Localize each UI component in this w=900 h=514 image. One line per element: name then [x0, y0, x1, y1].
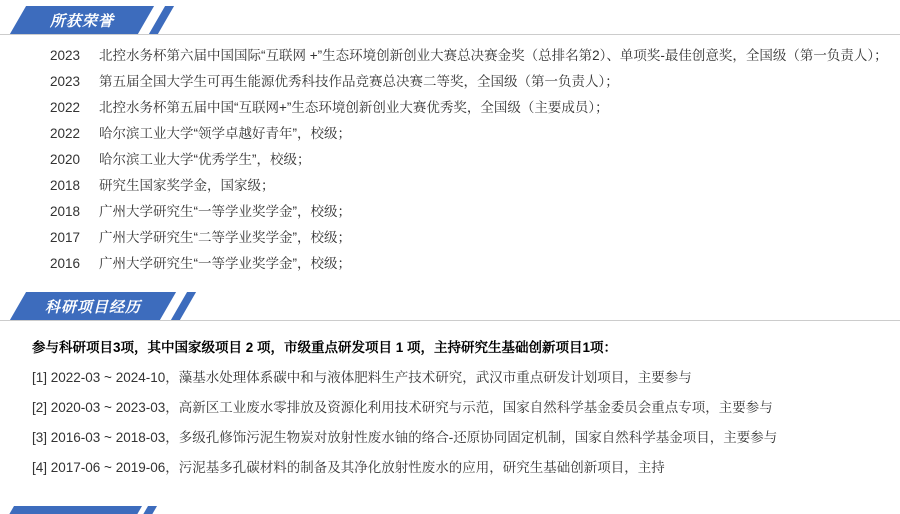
honor-item [8, 95, 894, 121]
honor-item [8, 225, 894, 251]
honor-text: 哈尔滨工业大学“领学卓越好青年”，校级； [99, 126, 352, 141]
honor-item [8, 251, 894, 277]
honor-year: 2020 [50, 152, 81, 167]
honor-text: 广州大学研究生“二等学业奖学金”，校级； [99, 230, 352, 245]
honors-section-title: 所获荣誉 [49, 12, 114, 30]
project-item: [4] 2017-06 ~ 2019-06，污泥基多孔碳材料的制备及其净化放射性废水的应用，研究生基础创新项目，主持 [32, 460, 665, 475]
next-section-header-partial [0, 506, 900, 514]
projects-section-title: 科研项目经历 [44, 298, 141, 316]
honor-text: 第五届全国大学生可再生能源优秀科技作品竞赛总决赛二等奖，全国级（第一负责人）； [99, 74, 619, 89]
honor-year: 2017 [50, 230, 81, 245]
projects-header-banner-stripe [171, 292, 196, 320]
honor-text: 广州大学研究生“一等学业奖学金”，校级； [99, 256, 352, 271]
honor-year: 2022 [50, 100, 81, 115]
honor-item [8, 69, 894, 95]
project-item: [3] 2016-03 ~ 2018-03，多级孔修饰污泥生物炭对放射性废水铀的络合-还原协同固定机制，国家自然科学基金项目，主要参与 [32, 430, 778, 445]
honor-item [8, 121, 894, 147]
honor-year: 2016 [50, 256, 81, 271]
honor-item [8, 147, 894, 173]
honor-text: 广州大学研究生“一等学业奖学金”，校级； [99, 204, 352, 219]
honors-list [0, 35, 900, 277]
honor-item [8, 199, 894, 225]
honor-item [8, 173, 894, 199]
honors-header-banner-stripe [149, 6, 174, 34]
honor-year: 2023 [50, 74, 81, 89]
honor-item [8, 43, 894, 69]
honor-text: 哈尔滨工业大学“优秀学生”，校级； [99, 152, 311, 167]
projects-list [0, 321, 900, 483]
honors-section-header [0, 6, 900, 35]
honor-year: 2023 [50, 48, 81, 63]
honor-year: 2018 [50, 204, 81, 219]
honor-text: 北控水务杯第六届中国国际“互联网 +”生态环境创新创业大赛总决赛金奖（总排名第2）、单项奖-最佳创意奖，全国级（第一负责人）； [99, 48, 888, 63]
honor-year: 2022 [50, 126, 81, 141]
project-item: [2] 2020-03 ~ 2023-03，高新区工业废水零排放及资源化利用技术研究与示范，国家自然科学基金委员会重点专项，主要参与 [32, 400, 773, 415]
honor-year: 2018 [50, 178, 81, 193]
honor-text: 北控水务杯第五届中国“互联网+”生态环境创新创业大赛优秀奖，全国级（主要成员）； [99, 100, 609, 115]
projects-summary: 参与科研项目3项，其中国家级项目 2 项，市级重点研发项目 1 项，主持研究生基础创新项目1项： [32, 340, 618, 355]
project-item: [1] 2022-03 ~ 2024-10，藻基水处理体系碳中和与液体肥料生产技术研究，武汉市重点研发计划项目，主要参与 [32, 370, 692, 385]
honor-text: 研究生国家奖学金，国家级； [99, 178, 275, 193]
next-section-banner-shape [0, 506, 142, 514]
projects-section-header [0, 292, 900, 321]
